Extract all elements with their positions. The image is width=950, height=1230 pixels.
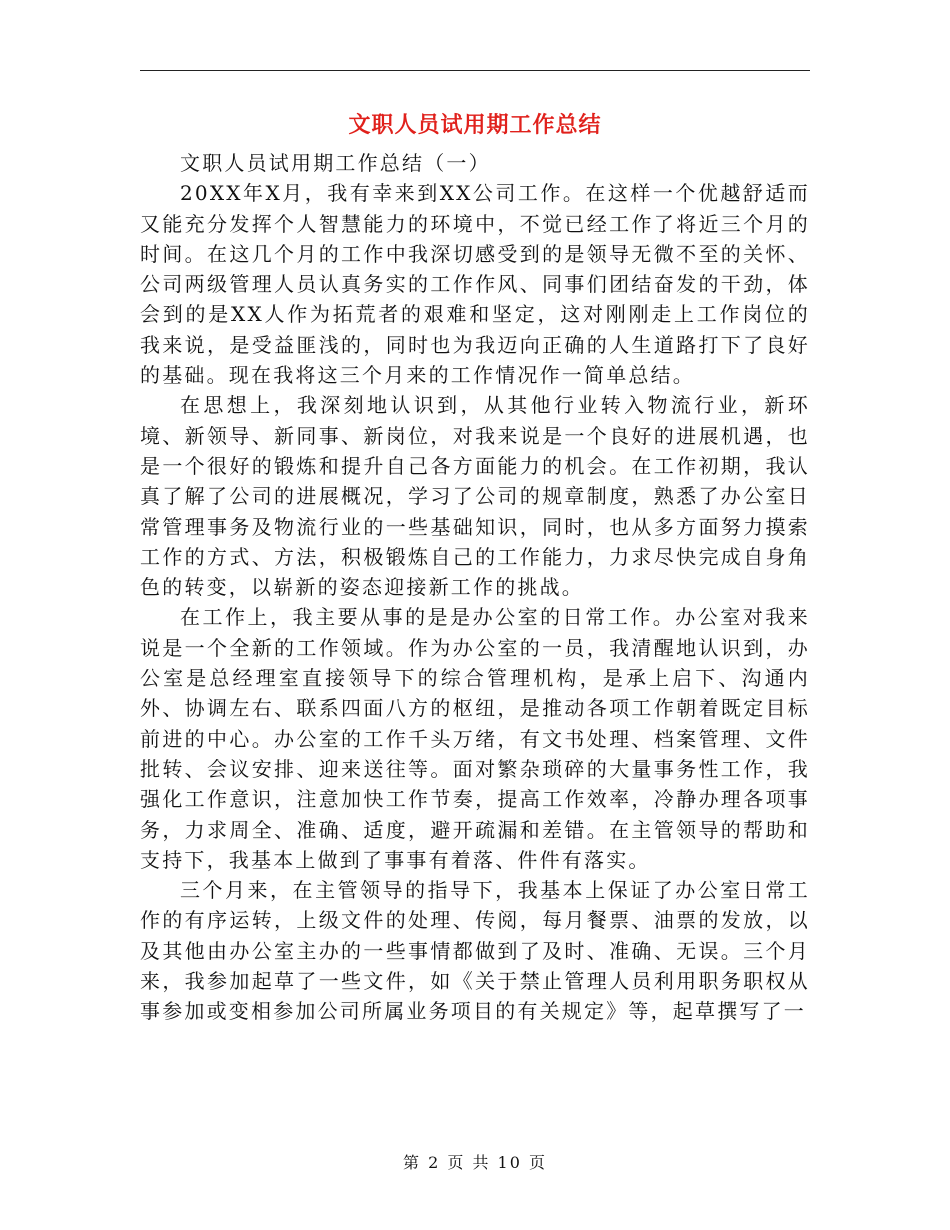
document-title: 文职人员试用期工作总结	[348, 112, 602, 138]
header-rule	[140, 70, 810, 71]
paragraph: 在工作上，我主要从事的是是办公室的日常工作。办公室对我来说是一个全新的工作领域。作为办公室的一员，我清醒地认识到，办公室是总经理室直接领导下的综合管理机构，是承上启下、沟通内外、协调左右、联系四面八方的枢纽，是推动各项工作朝着既定目标前进的中心。办公室的工作千头万绪，有文书处理、档案管理、文件批转、会议安排、迎来送往等。面对繁杂琐碎的大量事务性工作，我强化工作意识，注意加快工作节奏，提高工作效率，冷静办理各项事务，力求周全、准确、适度，避开疏漏和差错。在主管领导的帮助和支持下，我基本上做到了事事有着落、件件有落实。	[140, 605, 810, 872]
paragraph: 20XX年X月，我有幸来到XX公司工作。在这样一个优越舒适而又能充分发挥个人智慧能力的环境中，不觉已经工作了将近三个月的时间。在这几个月的工作中我深切感受到的是领导无微不至的关怀、公司两级管理人员认真务实的工作作风、同事们团结奋发的干劲，体会到的是XX人作为拓荒者的艰难和坚定，这对刚刚走上工作岗位的我来说，是受益匪浅的，同时也为我迈向正确的人生道路打下了良好的基础。现在我将这三个月来的工作情况作一简单总结。	[140, 181, 810, 388]
section-subtitle: 文职人员试用期工作总结（一）	[180, 151, 491, 175]
document-body	[140, 148, 810, 1027]
page-number: 第 2 页 共 10 页	[403, 1153, 547, 1172]
paragraph: 在思想上，我深刻地认识到，从其他行业转入物流行业，新环境、新领导、新同事、新岗位，对我来说是一个良好的进展机遇，也是一个很好的锻炼和提升自己各方面能力的机会。在工作初期，我认真了解了公司的进展概况，学习了公司的规章制度，熟悉了办公室日常管理事务及物流行业的一些基础知识，同时，也从多方面努力摸索工作的方式、方法，积极锻炼自己的工作能力，力求尽快完成自身角色的转变，以崭新的姿态迎接新工作的挑战。	[140, 393, 810, 600]
paragraph: 三个月来，在主管领导的指导下，我基本上保证了办公室日常工作的有序运转，上级文件的处理、传阅，每月餐票、油票的发放，以及其他由办公室主办的一些事情都做到了及时、准确、无误。三个月来，我参加起草了一些文件，如《关于禁止管理人员利用职务职权从事参加或变相参加公司所属业务项目的有关规定》等，起草撰写了一	[140, 878, 810, 1024]
